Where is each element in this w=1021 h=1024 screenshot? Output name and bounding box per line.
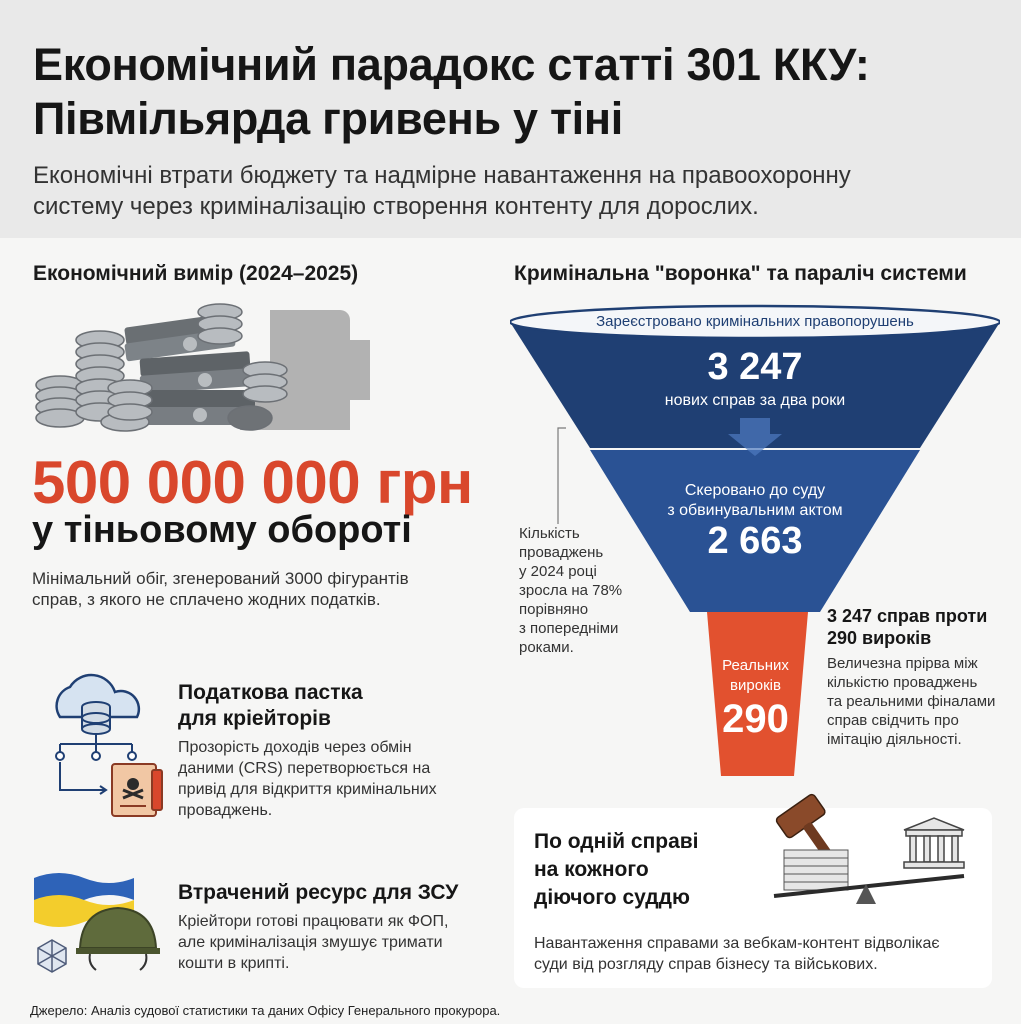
note-line: порівняно	[519, 601, 589, 618]
gap-description	[827, 654, 995, 749]
title-line: 290 вироків	[827, 628, 932, 648]
source-note: Джерело: Аналіз судової статистики та даних Офісу Генерального прокурора.	[30, 1003, 501, 1018]
funnel-top-label: Зареєстровано кримінальних правопорушень	[596, 313, 914, 330]
title-line: для кріейторів	[178, 707, 331, 730]
judge-load-card	[514, 808, 992, 988]
funnel-stage3-value: 290	[722, 697, 789, 741]
label-line: з обвинувальним актом	[667, 502, 843, 519]
description-line: Мінімальний обіг, згенерований 3000 фігурантів	[32, 569, 409, 588]
description-line: Кріейтори готові працювати як ФОП,	[178, 913, 449, 930]
description-line: імітацію діяльності.	[827, 731, 962, 748]
feature-lost-resource-description	[178, 911, 448, 974]
feature-tax-trap-description	[178, 737, 437, 821]
subtitle-line-1: Економічні втрати бюджету та надмірне навантаження на правоохоронну	[33, 162, 851, 189]
description-line: Прозорість доходів через обмін	[178, 739, 412, 756]
page-title	[33, 38, 870, 146]
subtitle-line-2: систему через криміналізацію створення контенту для дорослих.	[33, 193, 759, 220]
note-line: Кількість	[519, 525, 580, 542]
note-line: зросла на 78%	[519, 582, 623, 599]
shadow-turnover-description	[32, 568, 462, 610]
feature-lost-resource-title: Втрачений ресурс для ЗСУ	[178, 881, 459, 904]
funnel-heading: Кримінальна "воронка" та параліч системи	[514, 262, 967, 285]
title-line: діючого суддю	[534, 886, 690, 909]
funnel-stage3-label	[703, 656, 808, 696]
funnel-stage1-value: 3 247	[707, 346, 803, 388]
gap-title	[827, 605, 987, 649]
description-line: Навантаження справами за вебкам-контент відволікає	[534, 935, 940, 952]
label-line: Реальних	[722, 657, 789, 674]
note-line: роками.	[519, 639, 574, 656]
header-band	[0, 0, 1021, 238]
feature-tax-trap-title	[178, 680, 363, 732]
description-line: суди від розгляду справ бізнесу та військових.	[534, 956, 878, 973]
cloud-database-document-icon	[30, 672, 168, 822]
flag-helmet-icon	[30, 868, 162, 978]
title-line-1: Економічний парадокс статті 301 ККУ:	[33, 39, 870, 90]
funnel-stage2-value: 2 663	[707, 520, 803, 562]
gavel-scales-icon	[744, 786, 984, 912]
label-line: Скеровано до суду	[684, 482, 826, 499]
note-line: у 2024 році	[519, 563, 597, 580]
economic-heading: Економічний вимір (2024–2025)	[33, 262, 359, 285]
description-line: даними (CRS) перетворюється на	[178, 760, 431, 777]
description-line: справ, з якого не сплачено жодних податків.	[32, 590, 381, 609]
title-line: По одній справі	[534, 830, 699, 853]
label-line: вироків	[730, 677, 781, 694]
description-line: кошти в крипті.	[178, 955, 290, 972]
judge-card-description	[534, 933, 940, 975]
note-line: з попередніми	[519, 620, 619, 637]
description-line: проваджень.	[178, 802, 273, 819]
description-line: кількістю проваджень	[827, 674, 978, 691]
note-line: проваджень	[519, 544, 604, 561]
description-line: але криміналізація змушує тримати	[178, 934, 443, 951]
judge-card-title	[534, 828, 699, 912]
title-line: Податкова пастка	[178, 681, 363, 704]
description-line: та реальними фіналами	[827, 693, 996, 710]
funnel-stage1-label: нових справ за два роки	[664, 392, 846, 409]
shadow-turnover-amount: 500 000 000 грн	[32, 449, 473, 516]
title-line: на кожного	[534, 858, 649, 881]
title-line: 3 247 справ проти	[827, 606, 988, 626]
funnel-side-note	[519, 524, 649, 657]
funnel-stage2-label	[510, 481, 1000, 521]
page-subtitle	[33, 160, 851, 222]
title-line-2: Півмільярда гривень у тіні	[33, 93, 623, 144]
shadow-turnover-label: у тіньовому обороті	[32, 509, 412, 551]
description-line: справ свідчить про	[827, 712, 959, 729]
money-stacks-icon	[30, 300, 390, 445]
description-line: Величезна прірва між	[827, 655, 978, 672]
description-line: привід для відкриття кримінальних	[178, 781, 437, 798]
